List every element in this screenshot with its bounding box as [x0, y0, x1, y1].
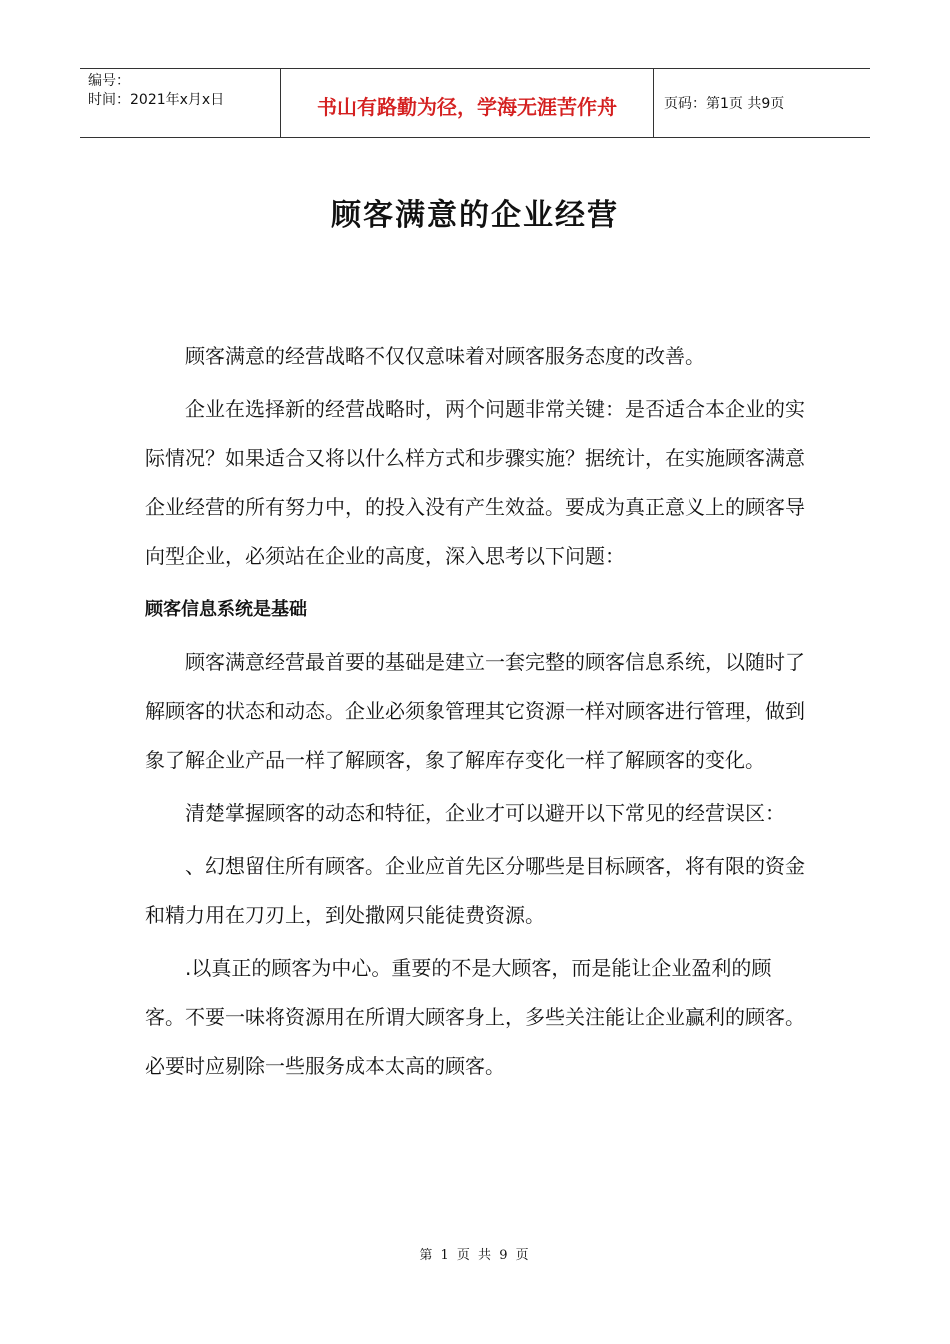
document-title: 顾客满意的企业经营: [331, 198, 619, 233]
document-header: [80, 68, 870, 138]
body-paragraph: 顾客满意的经营战略不仅仅意味着对顾客服务态度的改善。: [185, 344, 705, 368]
section-paragraph: 顾客满意经营最首要的基础是建立一套完整的顾客信息系统，以随时了解顾客的状态和动态。企业必须象管理其它资源一样对顾客进行管理，做到象了解企业产品一样了解顾客，象了解库存变化一样了解顾客的变化。: [145, 650, 805, 772]
section-paragraph: 、幻想留住所有顾客。企业应首先区分哪些是目标顾客，将有限的资金和精力用在刀刃上，到处撒网只能徒费资源。: [145, 854, 805, 927]
header-number-label: 编号：: [88, 73, 130, 89]
body-paragraph: 企业在选择新的经营战略时，两个问题非常关键：是否适合本企业的实际情况？如果适合又将以什么样方式和步骤实施？据统计，在实施顾客满意企业经营的所有努力中，的投入没有产生效益。要成为真正意义上的顾客导向型企业，必须站在企业的高度，深入思考以下问题：: [145, 397, 805, 568]
page-footer: 第 1 页 共 9 页: [419, 1248, 531, 1263]
header-motto: 书山有路勤为径，学海无涯苦作舟: [280, 69, 654, 137]
section-heading: 顾客信息系统是基础: [145, 599, 307, 620]
section-paragraph: 清楚掌握顾客的动态和特征，企业才可以避开以下常见的经营误区：: [185, 801, 785, 825]
header-time-label: 时间：2021年x月x日: [88, 92, 225, 108]
document-body: [145, 332, 810, 1095]
header-page-info: 页码：第1页 共9页: [664, 96, 785, 112]
section-paragraph: .以真正的顾客为中心。重要的不是大顾客，而是能让企业盈利的顾客。不要一味将资源用在所谓大顾客身上，多些关注能让企业赢利的顾客。必要时应剔除一些服务成本太高的顾客。: [145, 956, 805, 1078]
header-meta: [80, 69, 280, 137]
